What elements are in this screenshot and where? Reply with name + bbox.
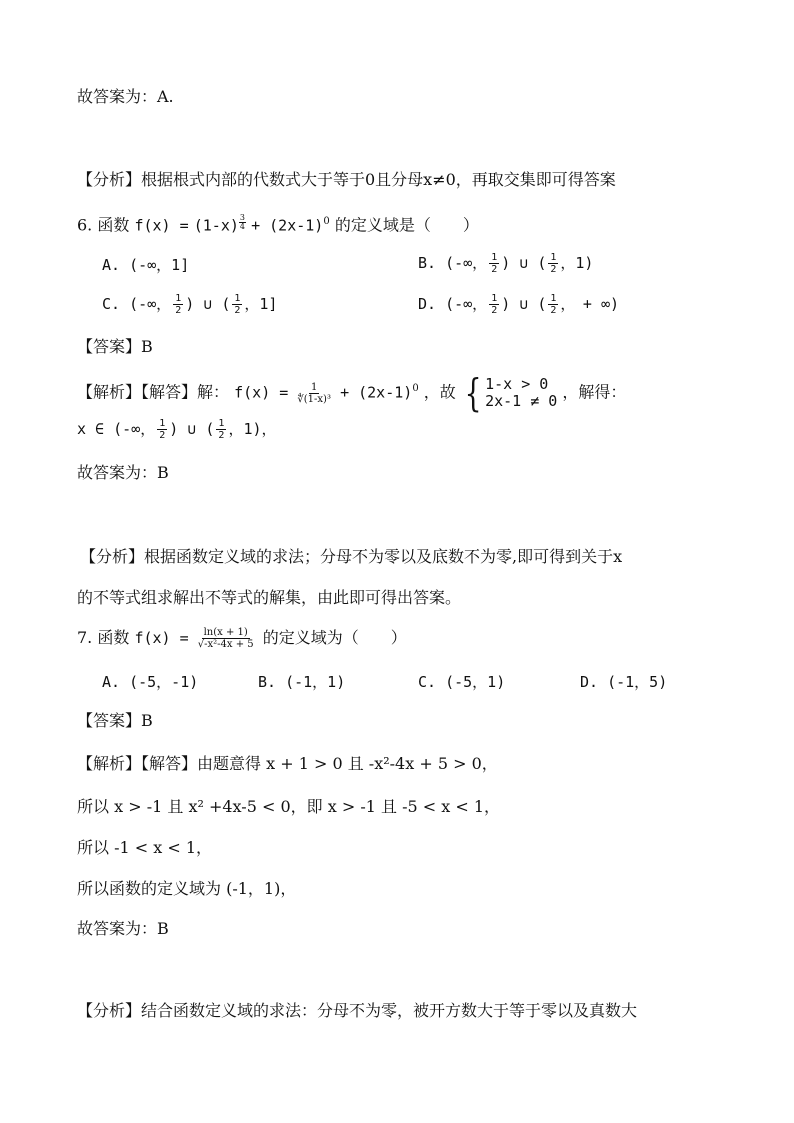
q7-sol1: 【解析】【解答】由题意得 x + 1 > 0 且 -x²-4x + 5 > 0， — [77, 754, 498, 773]
q6-stem-suffix: 的定义域是（ ） — [334, 215, 479, 235]
q7-frac-num: ln(x + 1) — [203, 627, 248, 638]
q6-func: f(x) = — [134, 216, 189, 235]
q6-inequality-system — [461, 371, 558, 415]
q6-sol-exp: 0 — [412, 383, 419, 395]
q6-option-c-half1: $\frac{1}{2}$ — [175, 293, 182, 316]
q7-func: f(x) = — [134, 629, 189, 647]
q6-sys-row2: 2x-1 ≠ 0 — [485, 392, 558, 410]
q6-option-a[interactable] — [102, 254, 189, 276]
q7-option-a[interactable] — [102, 671, 198, 693]
q7-option-d[interactable] — [580, 671, 667, 693]
q6-sol-line2-pre: x ∈ (-∞， — [77, 420, 156, 438]
q6-option-c[interactable] — [102, 293, 277, 316]
q7-conclusion: 故答案为：B — [77, 919, 169, 938]
q7-option-b-label: B. — [258, 673, 277, 691]
q6-solution-tag: 【解析】【解答】解： — [77, 382, 230, 402]
q6-option-c-post: ，1] — [244, 295, 278, 313]
prev-conclusion: 故答案为：A. — [77, 87, 174, 106]
q6-option-a-text: (-∞，1] — [129, 256, 190, 274]
q7-option-d-label: D. — [580, 673, 599, 691]
q6-sol-therefore: ，故 — [423, 382, 456, 402]
q6-exp-num: 3 — [239, 213, 245, 223]
q7-stem-prefix: 函数 — [97, 628, 130, 647]
q6-option-b-half1: $\frac{1}{2}$ — [491, 252, 498, 275]
q6-stem-prefix: 函数 — [97, 215, 130, 235]
q6-expr2: + (2x-1) — [251, 216, 324, 235]
prev-analysis: 【分析】根据根式内部的代数式大于等于0且分母x≠0，再取交集即可得答案 — [77, 170, 616, 189]
q7-sol2: 所以 x > -1 且 x² +4x-5 < 0，即 x > -1 且 -5 < x < 1， — [77, 797, 501, 816]
q6-option-d-post: ， + ∞) — [560, 295, 620, 313]
q6-option-b-pre: (-∞， — [445, 254, 488, 272]
q6-option-c-mid: ) ∪ ( — [185, 295, 231, 313]
q6-sol-get: ，解得： — [562, 382, 627, 402]
q6-option-c-label: C. — [102, 295, 121, 313]
q6-exponent — [239, 214, 246, 231]
q7-option-c-text: (-5，1) — [445, 673, 506, 691]
q7-option-b-text: (-1，1) — [285, 673, 346, 691]
q7-stem-suffix: 的定义域为（ ） — [262, 628, 407, 647]
q6-sol-tail: + (2x-1) — [340, 383, 413, 402]
q6-analysis-line2: 的不等式组求解出不等式的解集，由此即可得出答案。 — [77, 588, 462, 607]
q7-option-b[interactable] — [258, 671, 345, 693]
q6-option-b-post: ，1) — [560, 254, 594, 272]
q7-option-a-text: (-5，-1) — [129, 673, 199, 691]
q7-number: 7. — [77, 628, 93, 647]
q6-option-a-label: A. — [102, 256, 121, 274]
q7-analysis: 【分析】结合函数定义域的求法：分母不为零，被开方数大于等于零以及真数大 — [77, 1001, 638, 1020]
q7-answer: 【答案】B — [77, 711, 153, 730]
q7-option-c[interactable] — [418, 671, 505, 693]
q6-sys-row1: 1-x > 0 — [485, 375, 549, 393]
q7-frac — [196, 627, 256, 650]
q6-expr1: (1-x) — [193, 216, 239, 235]
q6-sol-line2-post: ，1)， — [228, 420, 277, 438]
q6-option-d-half2: $\frac{1}{2}$ — [550, 293, 557, 316]
q6-option-d[interactable] — [418, 293, 619, 316]
q6-option-b[interactable] — [418, 252, 593, 275]
q6-exp-den: 4 — [239, 222, 245, 232]
q6-analysis-line1: 【分析】根据函数定义域的求法；分母不为零以及底数不为零,即可得到关于x — [80, 547, 623, 566]
q6-sol-frac-num: 1 — [310, 381, 318, 393]
q7-option-d-text: (-1，5) — [607, 673, 668, 691]
q7-frac-den: √-x²-4x + 5 — [197, 639, 254, 650]
q6-sol-func: f(x) = — [234, 383, 289, 402]
q6-option-d-label: D. — [418, 295, 437, 313]
left-brace-icon: { — [464, 371, 482, 415]
q6-sol-line2 — [77, 418, 277, 441]
q6-exp2: 0 — [323, 216, 330, 227]
q6-sol-frac-den: ∜(1-x)³ — [297, 393, 331, 405]
q7-sol4: 所以函数的定义域为 (-1，1)， — [77, 879, 297, 898]
q7-option-c-label: C. — [418, 673, 437, 691]
q6-answer: 【答案】B — [77, 337, 153, 356]
q6-option-d-mid: ) ∪ ( — [501, 295, 547, 313]
q6-option-b-label: B. — [418, 254, 437, 272]
q6-number: 6. — [77, 215, 93, 235]
q6-stem — [77, 211, 479, 236]
q6-sol-half2: $\frac{1}{2}$ — [218, 418, 225, 441]
q6-sol-line2-mid: ) ∪ ( — [169, 420, 215, 438]
q6-sol-frac — [295, 382, 333, 405]
q6-option-b-mid: ) ∪ ( — [501, 254, 547, 272]
q7-stem — [77, 627, 407, 650]
q6-conclusion: 故答案为：B — [77, 463, 169, 482]
q6-option-c-half2: $\frac{1}{2}$ — [234, 293, 241, 316]
q7-option-a-label: A. — [102, 673, 121, 691]
q6-solution — [77, 371, 627, 415]
q7-sol3: 所以 -1 < x < 1， — [77, 838, 213, 857]
q6-sol-half1: $\frac{1}{2}$ — [159, 418, 166, 441]
q6-option-c-pre: (-∞， — [129, 295, 172, 313]
q6-option-d-pre: (-∞， — [445, 295, 488, 313]
q6-option-b-half2: $\frac{1}{2}$ — [550, 252, 557, 275]
q6-option-d-half1: $\frac{1}{2}$ — [491, 293, 498, 316]
